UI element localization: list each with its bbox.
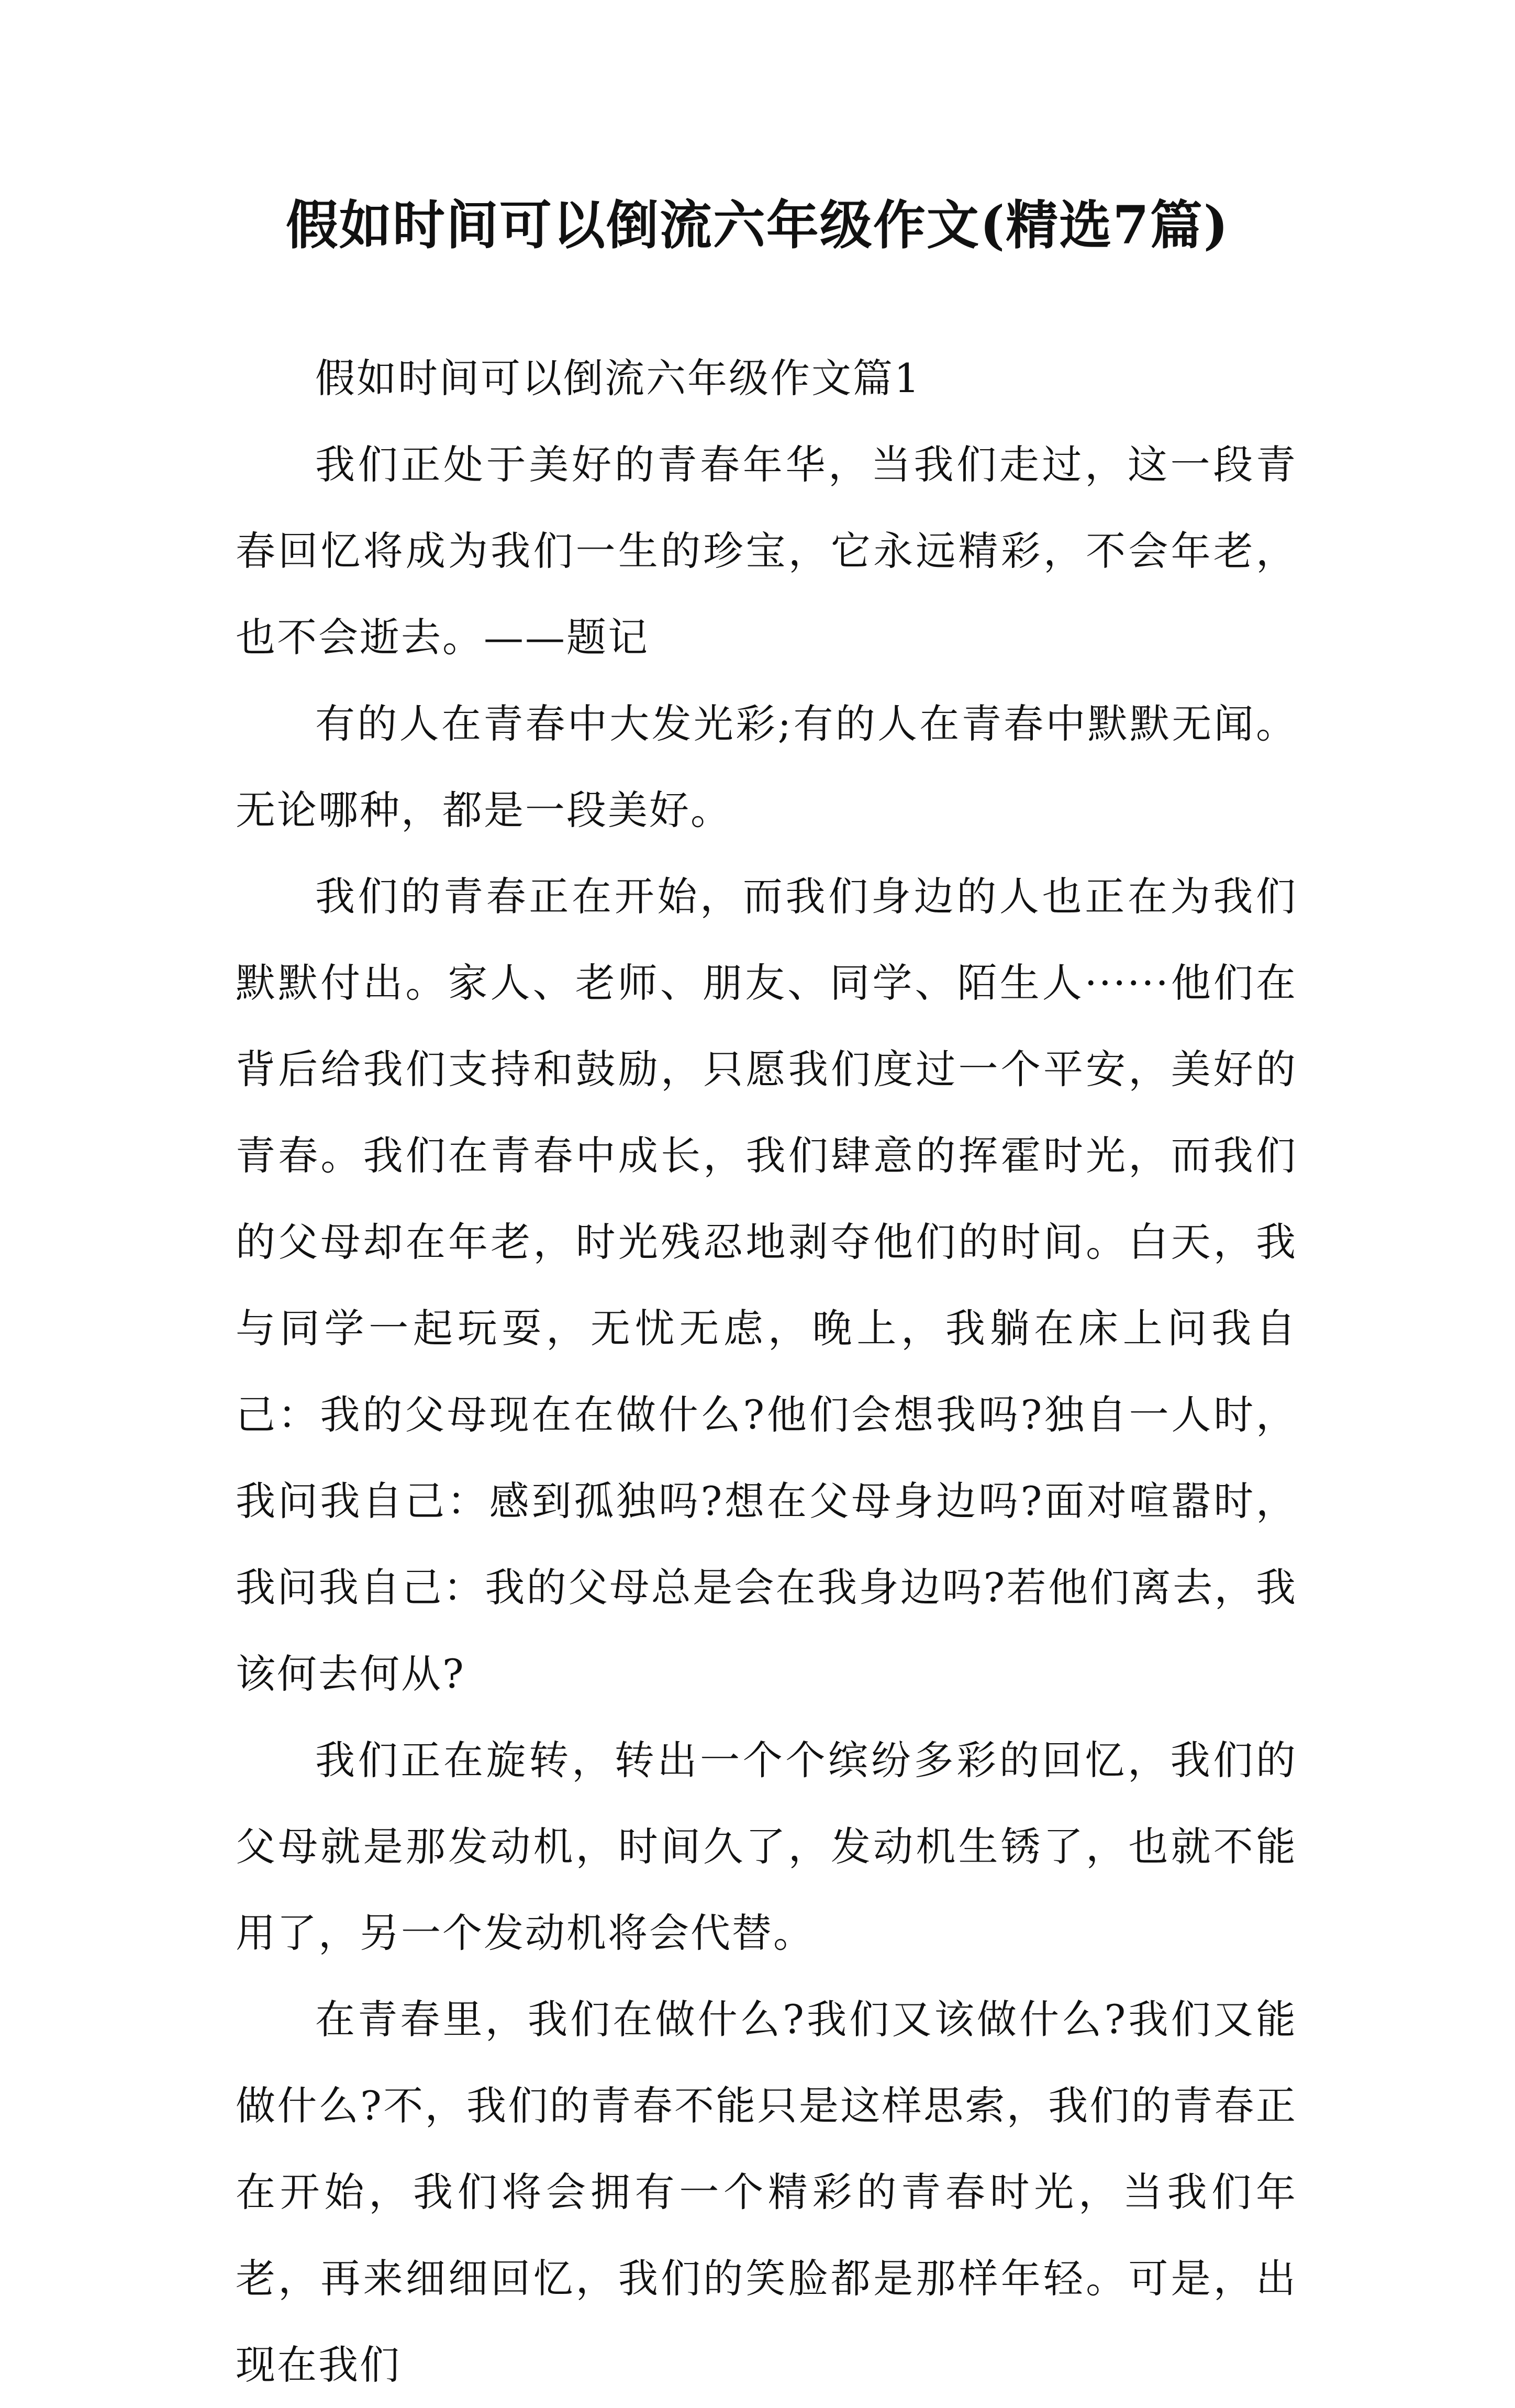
document-title: 假如时间可以倒流六年级作文(精选7篇) bbox=[285, 194, 1230, 256]
section-heading: 假如时间可以倒流六年级作文篇1 bbox=[315, 355, 921, 402]
paragraph: 有的人在青春中大发光彩;有的人在青春中默默无闻。无论哪种，都是一段美好。 bbox=[236, 700, 1297, 833]
document-body bbox=[236, 335, 1297, 2408]
paragraph: 在青春里，我们在做什么?我们又该做什么?我们又能做什么?不，我们的青春不能只是这样思索，我们的青春正在开始，我们将会拥有一个精彩的青春时光，当我们年老，再来细细回忆，我们的笑脸都是那样年轻。可是，出现在我们 bbox=[236, 1996, 1297, 2388]
paragraph: 我们的青春正在开始，而我们身边的人也正在为我们默默付出。家人、老师、朋友、同学、陌生人······他们在背后给我们支持和鼓励，只愿我们度过一个平安，美好的青春。我们在青春中成长，我们肆意的挥霍时光，而我们的父母却在年老，时光残忍地剥夺他们的时间。白天，我与同学一起玩耍，无忧无虑，晚上，我躺在床上问我自己：我的父母现在在做什么?他们会想我吗?独自一人时，我问我自己：感到孤独吗?想在父母身边吗?面对喧嚣时，我问我自己：我的父母总是会在我身边吗?若他们离去，我该何去何从? bbox=[236, 873, 1297, 1697]
paragraph: 我们正处于美好的青春年华，当我们走过，这一段青春回忆将成为我们一生的珍宝，它永远精彩，不会年老，也不会逝去。——题记 bbox=[236, 441, 1297, 661]
paragraph: 我们正在旋转，转出一个个缤纷多彩的回忆，我们的父母就是那发动机，时间久了，发动机生锈了，也就不能用了，另一个发动机将会代替。 bbox=[236, 1737, 1297, 1956]
